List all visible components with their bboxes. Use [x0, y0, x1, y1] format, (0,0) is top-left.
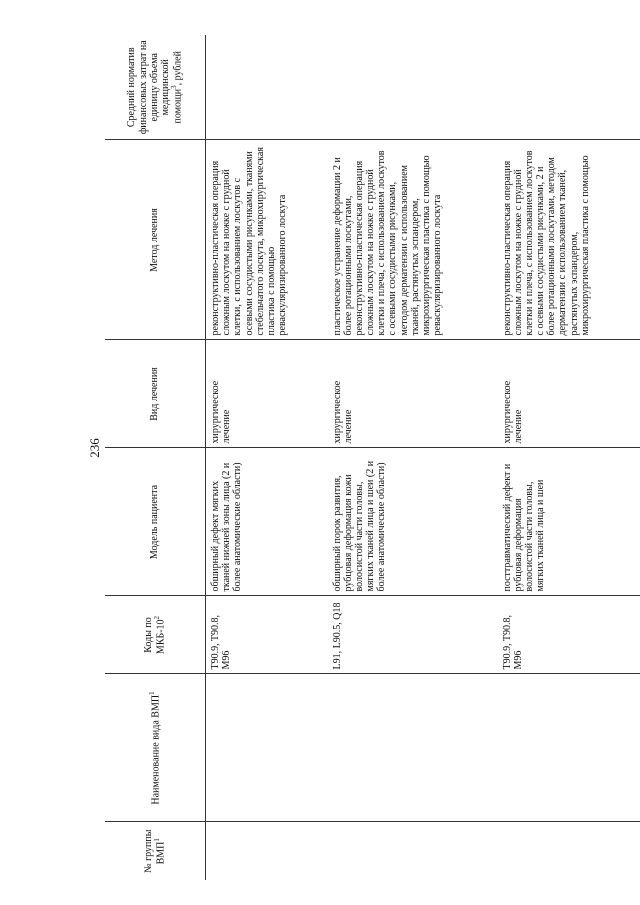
table-header-row	[105, 35, 206, 880]
cell-method: реконструктивно-пластическая операция сложным лоскутом на ножке с грудной клетки и плеча, с использованием лоскутов с осевыми сосудистыми рисунками, 2 и более ротационными лоскутами, методом дерматензии с использованием тканей, растянутых эспандером, микрохирургическая пластика с помощью	[498, 140, 640, 340]
cell-type: хирургическое лечение	[206, 340, 328, 448]
cell-group-no	[206, 822, 328, 880]
cell-type: хирургическое лечение	[328, 340, 498, 448]
cell-name	[328, 674, 498, 822]
cell-cost	[206, 35, 328, 140]
cell-model: посттравматический дефект и рубцовая деформация волосистой части головы, мягких тканей лица и шеи	[498, 448, 640, 596]
header-type: Вид лечения	[105, 340, 206, 448]
cell-cost	[498, 35, 640, 140]
header-group-no: № группы ВМП$^1$	[105, 822, 206, 880]
table-row	[498, 35, 640, 880]
cell-model: обширный порок развития, рубцовая деформация кожи волосистой части головы, мягких тканей лица и шеи (2 и более анатомические области)	[328, 448, 498, 596]
cell-model: обширный дефект мягких тканей нижней зоны лица (2 и более анатомические области)	[206, 448, 328, 596]
cell-codes: L91, L90.5, Q18	[328, 596, 498, 674]
header-cost: Средний норматив финансовых затрат на единицу объема медицинской помощи$^3$, рублей	[105, 35, 206, 140]
table-row	[206, 35, 328, 880]
cell-method: реконструктивно-пластическая операция сложным лоскутом на ножке с грудной клетки, с использованием лоскутов с осевыми сосудистыми рисунками, тканями стебельчатого лоскута, микрохирургическая пластика с помощью реваскуляризированного лоскута	[206, 140, 328, 340]
cell-type: хирургическое лечение	[498, 340, 640, 448]
cell-group-no	[498, 822, 640, 880]
treatment-table	[105, 35, 640, 880]
cell-name	[498, 674, 640, 822]
table-row	[328, 35, 498, 880]
header-codes: Коды по МКБ-$10^2$	[105, 596, 206, 674]
cell-name	[206, 674, 328, 822]
page-number: 236	[86, 438, 102, 458]
header-name: Наименование вида ВМП$^1$	[105, 674, 206, 822]
cell-method: пластическое устранение деформации 2 и более ротационными лоскутами, реконструктивно-пластическая операция сложным лоскутом на ножке с грудной клетки и плеча, с использованием лоскутов с осевыми сосудистыми рисунками, методом дерматензии с использованием тканей, растянутых эспандером, микрохирургическая пластика с помощью реваскуляризированного лоскута	[328, 140, 498, 340]
header-method: Метод лечения	[105, 140, 206, 340]
cell-group-no	[328, 822, 498, 880]
rotated-table-container	[105, 35, 640, 880]
cell-codes: T90.9, T90.8, M96	[206, 596, 328, 674]
cell-codes: T90.9, T90.8, M96	[498, 596, 640, 674]
cell-cost	[328, 35, 498, 140]
header-model: Модель пациента	[105, 448, 206, 596]
